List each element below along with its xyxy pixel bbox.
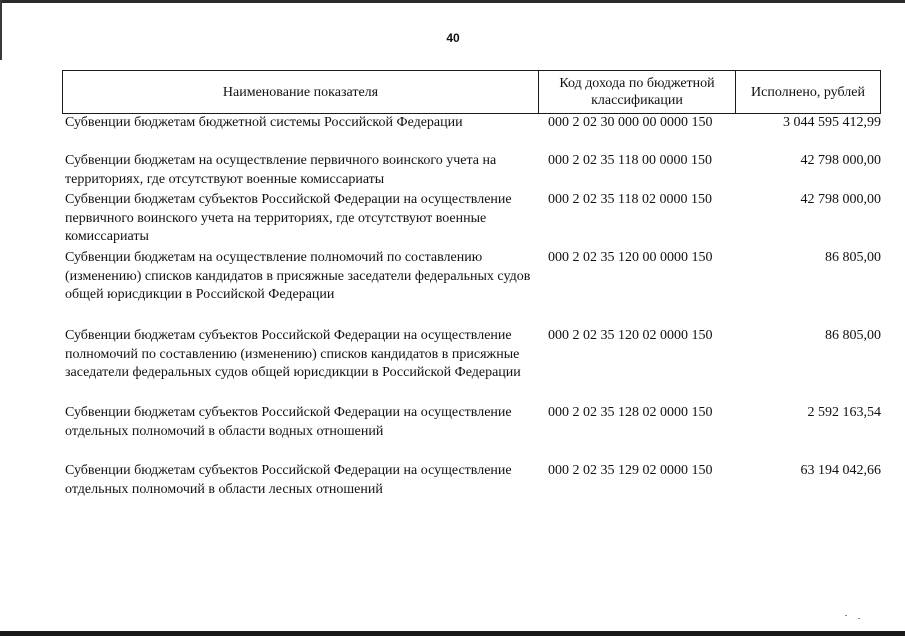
scan-speck xyxy=(845,615,847,616)
scan-edge-bottom xyxy=(0,631,905,636)
row-name: Субвенции бюджетам на осуществление полномочий по составлению (изменению) списков кандидатов в присяжные заседатели федеральных судов общей юрисдикции в Российской Федерации xyxy=(65,250,531,302)
row-amount: 63 194 042,66 xyxy=(800,463,881,478)
table-header xyxy=(62,70,881,114)
scan-edge-left xyxy=(0,0,2,60)
row-amount: 42 798 000,00 xyxy=(800,153,881,168)
row-name: Субвенции бюджетам бюджетной системы Российской Федерации xyxy=(65,115,463,130)
row-code: 000 2 02 35 129 02 0000 150 xyxy=(548,463,713,478)
row-code: 000 2 02 35 120 02 0000 150 xyxy=(548,328,713,343)
header-name: Наименование показателя xyxy=(63,71,539,113)
row-name: Субвенции бюджетам субъектов Российской Федерации на осуществление первичного воинского учета на территориях, где отсутствуют военные комиссариаты xyxy=(65,192,512,244)
row-name: Субвенции бюджетам субъектов Российской Федерации на осуществление полномочий по составлению (изменению) списков кандидатов в присяжные заседатели федеральных судов общей юрисдикции в Российской Федерации xyxy=(65,328,521,380)
row-amount: 86 805,00 xyxy=(825,250,881,265)
row-code: 000 2 02 35 118 00 0000 150 xyxy=(548,153,712,168)
row-name: Субвенции бюджетам субъектов Российской Федерации на осуществление отдельных полномочий в области водных отношений xyxy=(65,405,512,439)
row-amount: 86 805,00 xyxy=(825,328,881,343)
row-amount: 42 798 000,00 xyxy=(800,192,881,207)
row-code: 000 2 02 35 128 02 0000 150 xyxy=(548,405,713,420)
row-name: Субвенции бюджетам на осуществление первичного воинского учета на территориях, где отсутствуют военные комиссариаты xyxy=(65,153,497,187)
row-amount: 3 044 595 412,99 xyxy=(783,115,881,130)
row-code: 000 2 02 35 118 02 0000 150 xyxy=(548,192,712,207)
header-code: Код дохода по бюджетной классификации xyxy=(539,71,736,113)
scan-speck xyxy=(858,618,860,619)
row-name: Субвенции бюджетам субъектов Российской Федерации на осуществление отдельных полномочий в области лесных отношений xyxy=(65,463,512,497)
page-number: 40 xyxy=(446,31,460,45)
row-amount: 2 592 163,54 xyxy=(807,405,881,420)
row-code: 000 2 02 30 000 00 0000 150 xyxy=(548,115,713,130)
row-code: 000 2 02 35 120 00 0000 150 xyxy=(548,250,713,265)
scan-edge-top xyxy=(0,0,905,3)
header-amount: Исполнено, рублей xyxy=(751,84,865,100)
